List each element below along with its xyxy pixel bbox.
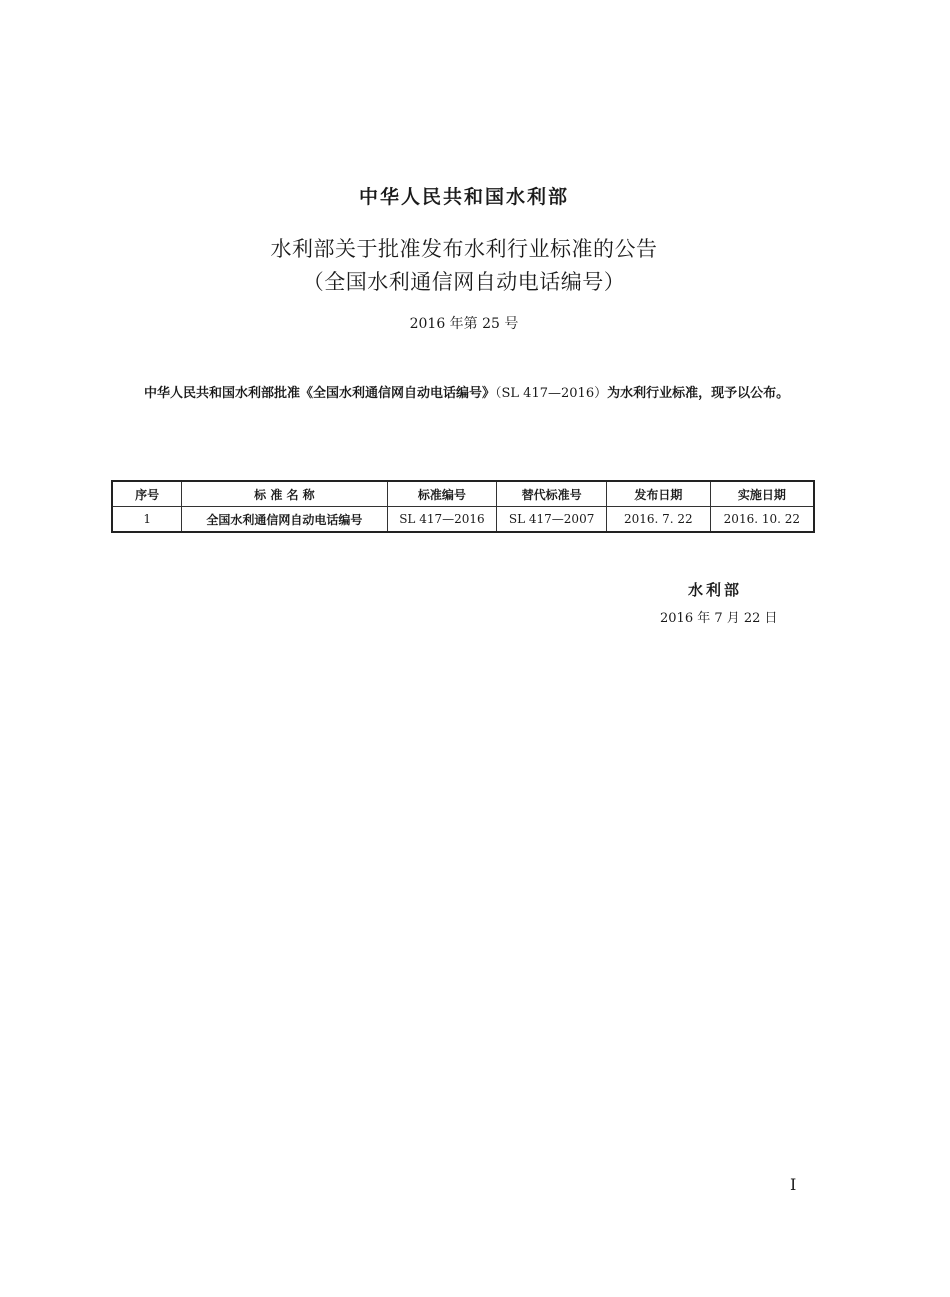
announcement-subtitle: （全国水利通信网自动电话编号） (302, 270, 626, 294)
header-effective-date: 实施日期 (710, 481, 814, 507)
cell-code: SL 417—2016 (387, 507, 497, 533)
cell-name: 全国水利通信网自动电话编号 (182, 507, 387, 533)
announcement-number: 2016 年第 25 号 (409, 316, 519, 332)
cell-issue-date: 2016. 7. 22 (606, 507, 710, 533)
header-replaced: 替代标准号 (497, 481, 607, 507)
header-issue-date: 发布日期 (606, 481, 710, 507)
announcement-body (112, 380, 832, 407)
announcement-title: 水利部关于批准发布水利行业标准的公告 (270, 237, 658, 261)
table-header-row (112, 481, 814, 507)
standard-code: （SL 417—2016） (495, 386, 608, 401)
body-text-after: 为水利行业标准，现予以公布。 (607, 386, 790, 401)
page-number: I (790, 1175, 797, 1194)
cell-replaced: SL 417—2007 (497, 507, 607, 533)
signature-date: 2016 年 7 月 22 日 (660, 611, 778, 626)
ministry-heading: 中华人民共和国水利部 (358, 186, 569, 208)
cell-seq: 1 (112, 507, 182, 533)
header-code: 标准编号 (387, 481, 497, 507)
header-name: 标 准 名 称 (182, 481, 387, 507)
standards-table (111, 480, 815, 533)
signature-name: 水利部 (688, 581, 743, 599)
header-seq: 序号 (112, 481, 182, 507)
body-text-before: 中华人民共和国水利部批准《全国水利通信网自动电话编号》 (144, 386, 496, 401)
table-row (112, 507, 814, 533)
cell-effective-date: 2016. 10. 22 (710, 507, 814, 533)
